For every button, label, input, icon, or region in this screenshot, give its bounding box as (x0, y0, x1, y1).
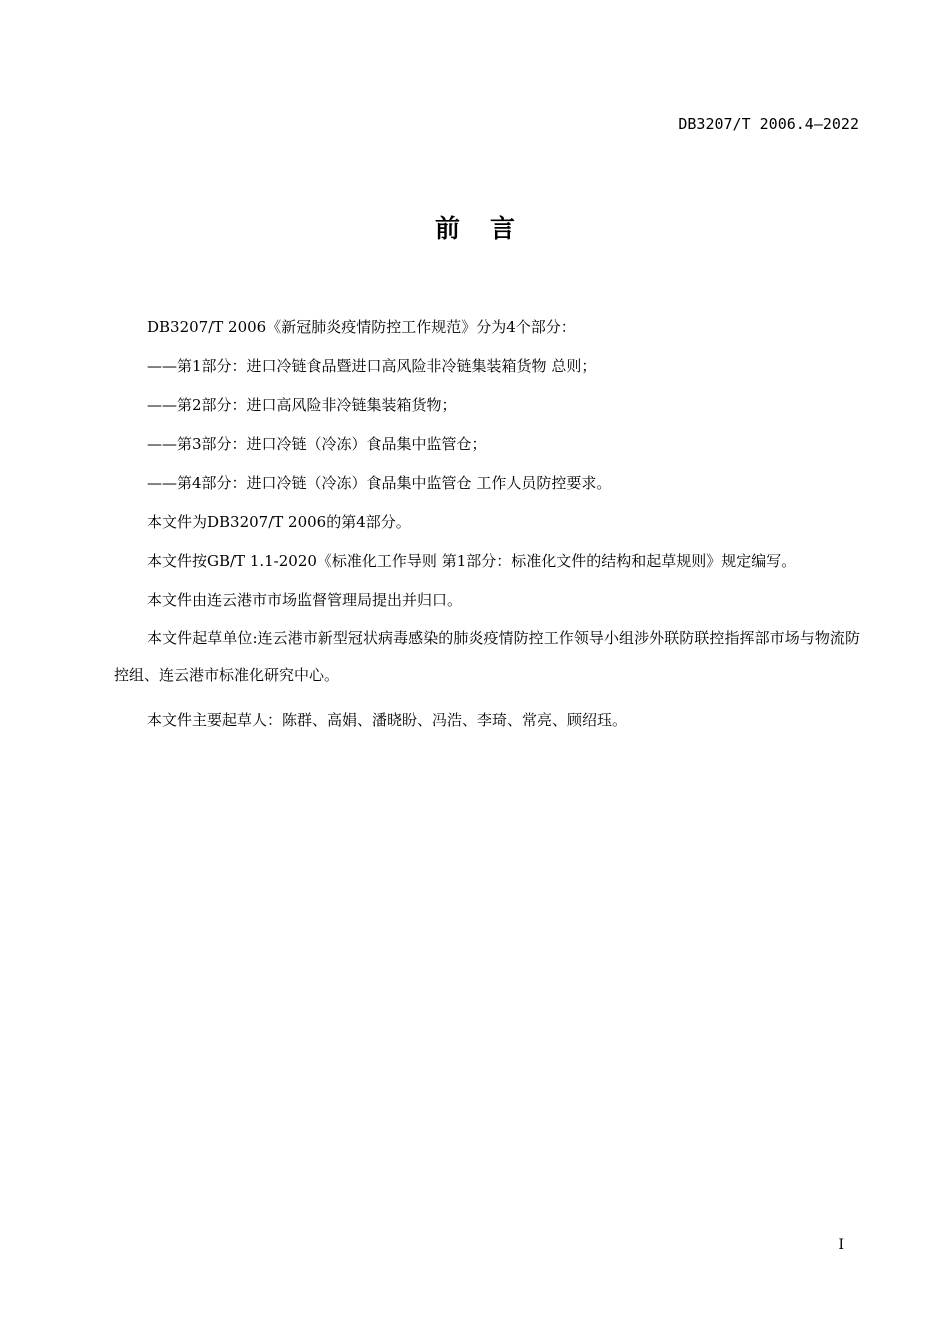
page-title: 前言 (434, 214, 545, 243)
paragraph-proposer: 本文件由连云港市市场监督管理局提出并归口。 (147, 591, 463, 609)
list-item-part-1: ——第1部分：进口冷链食品暨进口高风险非冷链集装箱货物 总则； (147, 357, 597, 375)
paragraph-drafting-units: 本文件起草单位:连云港市新型冠状病毒感染的肺炎疫情防控工作领导小组涉外联防联控指挥部市场与物流防控组、连云港市标准化研究中心。 (114, 629, 860, 684)
page-number: I (838, 1237, 844, 1253)
paragraph-drafting-rules: 本文件按GB/T 1.1-2020《标准化工作导则 第1部分：标准化文件的结构和起草规则》规定编写。 (147, 552, 797, 570)
list-item-part-3: ——第3部分：进口冷链（冷冻）食品集中监管仓； (147, 435, 487, 453)
document-body (114, 314, 860, 746)
list-item-part-4: ——第4部分：进口冷链（冷冻）食品集中监管仓 工作人员防控要求。 (147, 474, 612, 492)
document-code: DB3207/T 2006.4—2022 (678, 115, 859, 133)
paragraph-parts-intro: DB3207/T 2006《新冠肺炎疫情防控工作规范》分为4个部分： (147, 318, 576, 336)
paragraph-part-statement: 本文件为DB3207/T 2006的第4部分。 (147, 513, 411, 531)
list-item-part-2: ——第2部分：进口高风险非冷链集装箱货物； (147, 396, 457, 414)
paragraph-drafters: 本文件主要起草人：陈群、高娟、潘晓盼、冯浩、李琦、常亮、顾绍珏。 (147, 711, 628, 729)
